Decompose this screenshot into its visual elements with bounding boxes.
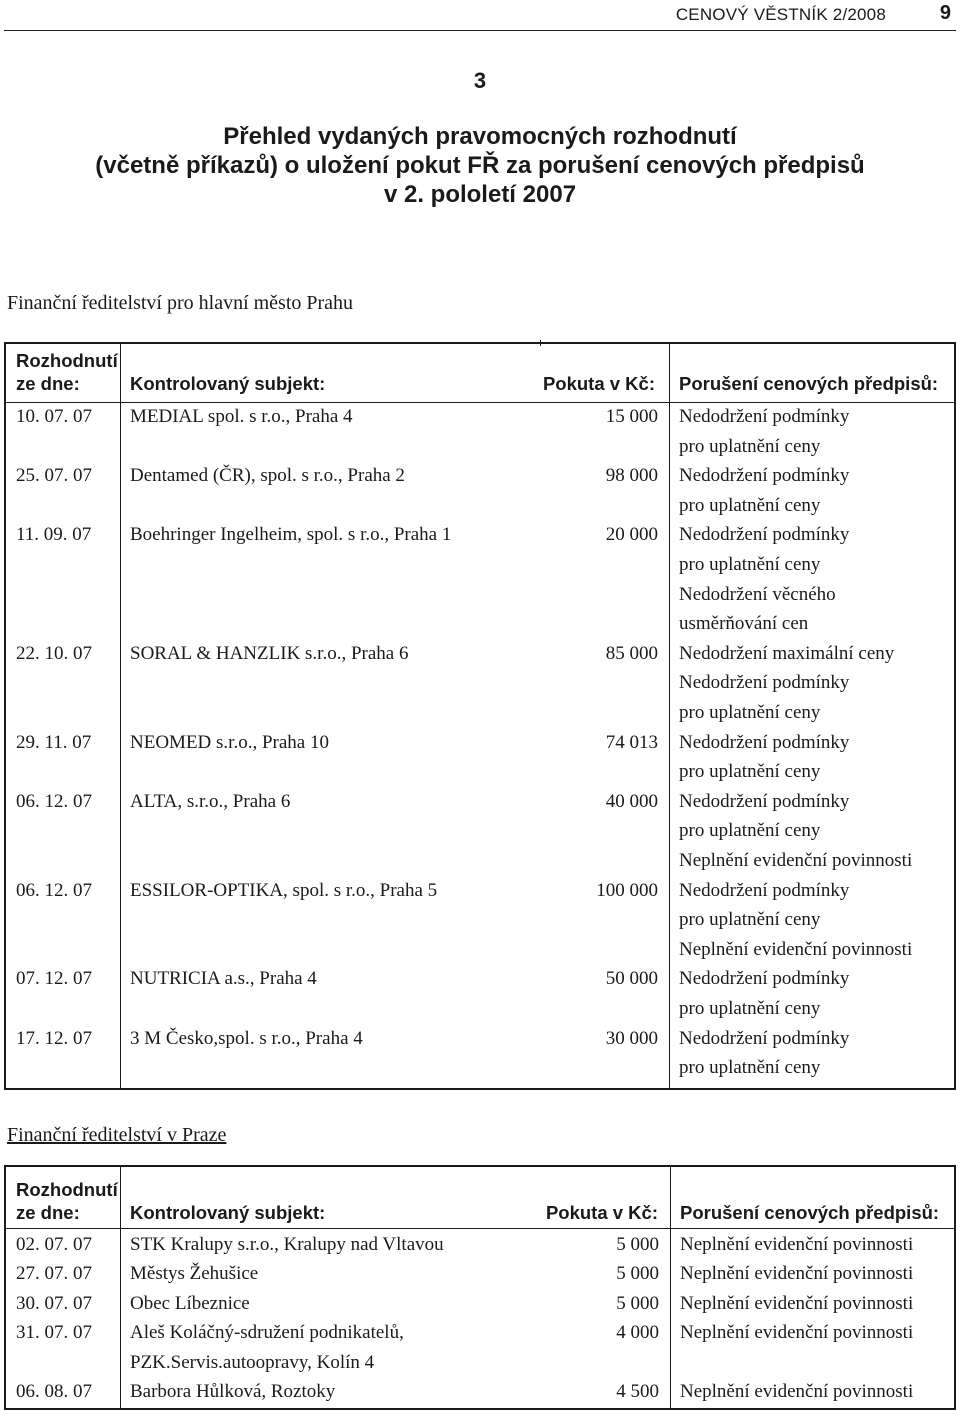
row-violation: Nedodržení podmínky: [679, 672, 850, 694]
column-divider: [120, 1167, 121, 1408]
row-fine: 74 013: [605, 731, 658, 753]
column-header-fine: Pokuta v Kč:: [545, 1202, 658, 1223]
row-fine: 100 000: [596, 879, 658, 901]
row-fine: 4 000: [616, 1322, 659, 1344]
row-fine: 85 000: [605, 642, 658, 664]
row-date: 06. 12. 07: [16, 879, 92, 901]
row-violation: Nedodržení podmínky: [679, 790, 850, 812]
row-date: 30. 07. 07: [16, 1292, 92, 1314]
row-fine: 15 000: [605, 406, 658, 427]
row-subject: ESSILOR-OPTIKA, spol. s r.o., Praha 5: [130, 879, 438, 901]
column-divider: [670, 1167, 671, 1408]
row-fine: 20 000: [605, 524, 658, 546]
row-violation: Nedodržení maximální ceny: [679, 642, 895, 664]
row-violation: pro uplatnění ceny: [679, 435, 821, 457]
publication-title: CENOVÝ VĚSTNÍK 2/2008: [675, 5, 886, 24]
row-fine: 5 000: [616, 1263, 659, 1285]
row-subject: ALTA, s.r.o., Praha 6: [130, 790, 291, 812]
row-subject: STK Kralupy s.r.o., Kralupy nad Vltavou: [130, 1234, 444, 1255]
row-date: 02. 07. 07: [16, 1234, 92, 1255]
column-header-date-line2: ze dne:: [16, 1202, 80, 1223]
column-header-fine: Pokuta v Kč:: [542, 373, 655, 394]
row-fine: 40 000: [605, 790, 658, 812]
row-violation: pro uplatnění ceny: [679, 998, 821, 1019]
row-subject: Obec Líbeznice: [130, 1292, 250, 1314]
row-date: 27. 07. 07: [16, 1263, 92, 1285]
column-header-date: Rozhodnutí: [16, 1179, 118, 1200]
row-violation: Nedodržení věcného: [679, 583, 836, 605]
row-subject: NEOMED s.r.o., Praha 10: [130, 731, 329, 753]
row-subject: Dentamed (ČR), spol. s r.o., Praha 2: [130, 465, 405, 487]
row-fine: 50 000: [605, 968, 658, 990]
row-violation: pro uplatnění ceny: [679, 702, 821, 723]
row-violation: Nedodržení podmínky: [679, 1027, 850, 1049]
page-title: [0, 122, 960, 209]
row-subject: SORAL & HANZLIK s.r.o., Praha 6: [130, 642, 409, 664]
column-tick: [540, 340, 541, 346]
row-fine: 5 000: [616, 1292, 659, 1314]
title-line-2: (včetně příkazů) o uložení pokut FŘ za porušení cenových předpisů: [95, 152, 865, 179]
running-header: [0, 0, 960, 31]
row-fine: 30 000: [605, 1027, 658, 1049]
row-violation: pro uplatnění ceny: [679, 909, 821, 931]
row-fine: 4 500: [616, 1381, 659, 1402]
fines-table-prague: [4, 1165, 956, 1410]
header-divider: [6, 1228, 954, 1229]
header-rule: [4, 30, 956, 31]
row-subject: Boehringer Ingelheim, spol. s r.o., Praha 1: [130, 524, 452, 546]
row-subject: NUTRICIA a.s., Praha 4: [130, 968, 317, 990]
column-divider: [669, 344, 670, 1088]
row-date: 25. 07. 07: [16, 465, 92, 487]
column-header-date-line2: ze dne:: [16, 373, 80, 394]
row-date: 31. 07. 07: [16, 1322, 92, 1344]
column-header-violation: Porušení cenových předpisů:: [679, 373, 939, 394]
fines-table-prague-city: [4, 342, 956, 1090]
row-violation: pro uplatnění ceny: [679, 820, 821, 842]
row-violation: Nedodržení podmínky: [679, 465, 850, 487]
row-violation: Neplnění evidenční povinnosti: [680, 1292, 914, 1314]
row-violation: Neplnění evidenční povinnosti: [680, 1381, 914, 1402]
row-subject: Městys Žehušice: [130, 1263, 259, 1285]
section-number: 3: [473, 68, 487, 93]
row-subject: MEDIAL spol. s r.o., Praha 4: [130, 406, 353, 427]
row-date: 06. 12. 07: [16, 790, 92, 812]
page-number: 9: [939, 2, 951, 24]
row-violation: pro uplatnění ceny: [679, 1057, 821, 1079]
column-divider: [120, 344, 121, 1088]
row-fine: 5 000: [616, 1234, 659, 1255]
row-violation: Neplnění evidenční povinnosti: [680, 1234, 914, 1255]
row-violation: Neplnění evidenční povinnosti: [680, 1263, 914, 1285]
row-violation: Nedodržení podmínky: [679, 524, 850, 546]
row-subject: 3 M Česko,spol. s r.o., Praha 4: [130, 1027, 363, 1049]
row-violation: Nedodržení podmínky: [679, 731, 850, 753]
row-violation: Neplnění evidenční povinnosti: [679, 938, 913, 960]
title-line-3: v 2. pololetí 2007: [383, 181, 577, 208]
row-date: 06. 08. 07: [16, 1381, 92, 1402]
column-header-date: Rozhodnutí: [16, 350, 118, 371]
row-violation: pro uplatnění ceny: [679, 761, 821, 783]
row-violation: pro uplatnění ceny: [679, 494, 821, 516]
row-violation: pro uplatnění ceny: [679, 554, 821, 575]
row-date: 10. 07. 07: [16, 406, 92, 427]
row-fine: 98 000: [605, 465, 658, 487]
column-header-subject: Kontrolovaný subjekt:: [130, 373, 326, 394]
row-violation: Nedodržení podmínky: [679, 406, 850, 427]
row-violation: Neplnění evidenční povinnosti: [680, 1322, 914, 1344]
office-heading-prague-city: Finanční ředitelství pro hlavní město Prahu: [7, 292, 354, 314]
row-violation: usměrňování cen: [679, 613, 809, 635]
row-date: 07. 12. 07: [16, 968, 92, 990]
row-subject: PZK.Servis.autoopravy, Kolín 4: [130, 1351, 375, 1373]
row-subject: Aleš Koláčný-sdružení podnikatelů,: [130, 1322, 404, 1344]
row-violation: Nedodržení podmínky: [679, 968, 850, 990]
column-header-violation: Porušení cenových předpisů:: [680, 1202, 940, 1223]
row-violation: Neplnění evidenční povinnosti: [679, 850, 913, 871]
row-date: 11. 09. 07: [16, 524, 92, 546]
row-subject: Barbora Hůlková, Roztoky: [130, 1381, 336, 1402]
column-header-subject: Kontrolovaný subjekt:: [130, 1202, 326, 1223]
row-date: 22. 10. 07: [16, 642, 92, 664]
row-date: 29. 11. 07: [16, 731, 92, 753]
title-line-1: Přehled vydaných pravomocných rozhodnutí: [223, 123, 737, 150]
row-violation: Nedodržení podmínky: [679, 879, 850, 901]
row-date: 17. 12. 07: [16, 1027, 92, 1049]
office-heading-prague: Finanční ředitelství v Praze: [7, 1124, 227, 1146]
